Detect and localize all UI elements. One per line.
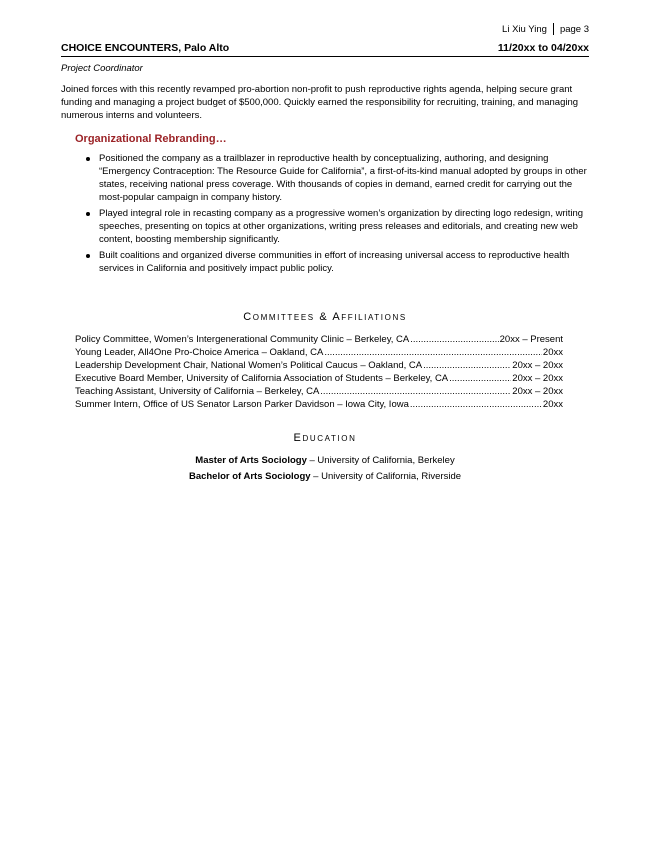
degree-name: Bachelor of Arts Sociology [188,471,311,482]
job-title: Project Coordinator [61,63,143,74]
committees-list [75,333,563,411]
dot-leader [410,333,498,346]
affiliation-text: Policy Committee, Women’s Intergenerational Community Clinic – Berkeley, CA [75,334,410,345]
affiliation-date: 20xx – 20xx [512,360,563,371]
affiliation-item [75,398,563,411]
affiliation-text: Teaching Assistant, University of California – Berkeley, CA [75,386,320,397]
job-dates: 11/20xx to 04/20xx [497,42,589,54]
affiliation-text: Executive Board Member, University of California Association of Students – Berkeley, CA [75,373,449,384]
affiliation-item [75,333,563,346]
education-item [0,453,650,469]
affiliation-item [75,346,563,359]
header-name: Li Xiu Ying [502,23,547,35]
header-page-number: page 3 [559,23,589,35]
dot-leader [423,359,511,372]
affiliation-item [75,372,563,385]
job-company: CHOICE ENCOUNTERS, Palo Alto [61,42,230,54]
affiliation-text: Young Leader, All4One Pro-Choice America – Oakland, CA [75,347,324,358]
education-section-title: Education [293,432,357,444]
dot-leader [410,398,542,411]
affiliation-date: 20xx [542,399,563,410]
education-item [0,469,650,485]
affiliation-item [75,359,563,372]
affiliation-date: 20xx – Present [499,334,563,345]
dot-leader [324,346,542,359]
affiliation-date: 20xx – 20xx [512,373,563,384]
header-separator [553,23,554,35]
affiliation-date: 20xx [542,347,563,358]
degree-school: – University of California, Riverside [310,471,462,482]
committees-section-title: Committees & Affiliations [243,311,407,323]
page-header [502,23,589,35]
achievements-subheading: Organizational Rebranding… [75,133,227,145]
job-heading [61,42,589,57]
achievement-bullet: Positioned the company as a trailblazer in reproductive health by conceptualizing, authoring, and designing “Emergency Contraception: The Resource Guide for California”, a first-of-its-kind manual adopted by groups in other states, receiving national press coverage. With thousands of copies in demand, earned credit for carrying out the most-popular campaign in company history. [84,152,594,204]
achievement-list [84,152,594,278]
dot-leader [320,385,511,398]
achievement-bullet: Built coalitions and organized diverse communities in effort of increasing universal access to reproductive health services in California and positively impact public policy. [84,249,594,275]
affiliation-text: Summer Intern, Office of US Senator Larson Parker Davidson – Iowa City, Iowa [75,399,409,410]
affiliation-item [75,385,563,398]
dot-leader [449,372,511,385]
job-summary: Joined forces with this recently revamped pro-abortion non-profit to push reproductive rights agenda, helping secure grant funding and managing a project budget of $500,000. Quickly earned the responsibility for recruiting, training, and managing numerous interns and volunteers. [61,84,579,121]
education-list [0,453,650,485]
affiliation-date: 20xx – 20xx [512,386,563,397]
achievement-bullet: Played integral role in recasting company as a progressive women’s organization by directing logo redesign, writing speeches, presenting on topics at other organizations, writing press releases and editorials, and creating new web content, boosting membership significantly. [84,207,594,246]
degree-name: Master of Arts Sociology [195,455,307,466]
degree-school: – University of California, Berkeley [306,455,455,466]
affiliation-text: Leadership Development Chair, National Women’s Political Caucus – Oakland, CA [75,360,423,371]
